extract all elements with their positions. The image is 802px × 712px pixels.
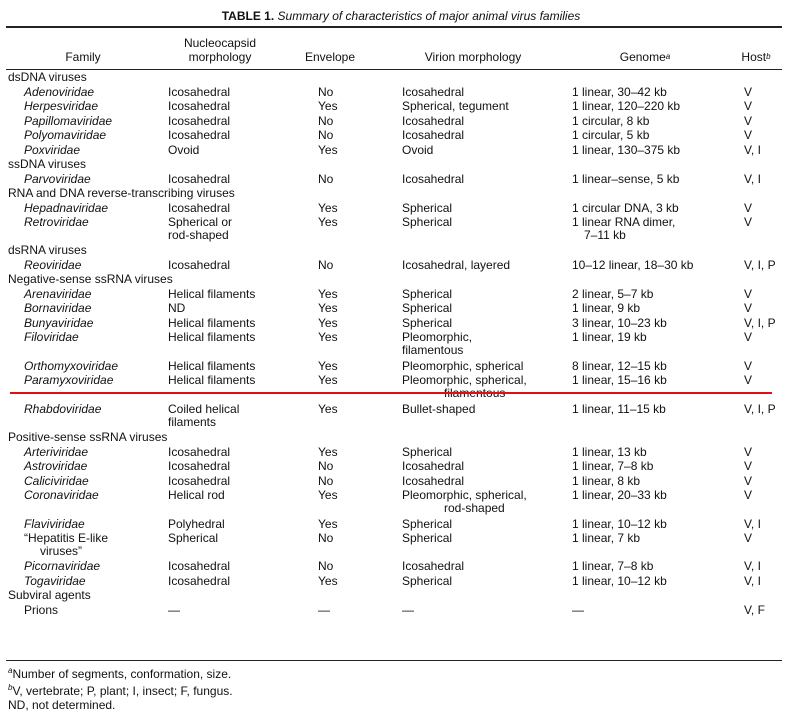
cell-family: Coronaviridae [24, 488, 99, 503]
cell-genome: 1 linear, 7–8 kb [572, 559, 654, 574]
cell-host: V [744, 444, 753, 459]
cell-envelope: Yes [318, 444, 338, 459]
cell-virion: Spherical [402, 573, 453, 588]
cell-family: Flaviviridae [24, 516, 85, 531]
cell-virion: Spherical [402, 286, 453, 301]
cell-host: V [744, 301, 753, 316]
cell-family: Orthomyxoviridae [24, 358, 119, 373]
footnote: $^a$Number of segments, conformation, size. [8, 666, 232, 681]
cell-envelope: Yes [318, 330, 338, 345]
cell-nucleocapsid: Helical filaments [168, 358, 256, 373]
cell-genome: 1 circular, 5 kb [572, 128, 650, 142]
cell-genome: 1 linear, 10–12 kb [572, 573, 667, 588]
cell-virion: Icosahedral, layered [402, 257, 511, 272]
cell-nucleocapsid: — [168, 602, 180, 617]
cell-virion: Spherical [402, 516, 453, 531]
group-heading: dsDNA viruses [8, 70, 87, 84]
cell-envelope: No [318, 84, 334, 99]
group-heading: RNA and DNA reverse-transcribing viruses [8, 186, 235, 200]
cell-genome: 1 linear, 7–8 kb [572, 459, 654, 474]
cell-envelope: — [318, 602, 330, 617]
cell-family: Togaviridae [24, 573, 86, 588]
cell-envelope: No [318, 459, 334, 474]
table-caption [0, 8, 802, 24]
cell-genome: 1 circular DNA, 3 kb [572, 200, 679, 215]
cell-genome: 1 linear, 20–33 kb [572, 488, 667, 503]
highlight-line [10, 392, 772, 394]
top-rule [6, 26, 782, 28]
cell-host: V [744, 286, 753, 301]
cell-envelope: Yes [318, 99, 338, 113]
cell-genome: 8 linear, 12–15 kb [572, 358, 667, 373]
cell-family: Rhabdoviridae [24, 401, 102, 416]
cell-host: V [744, 200, 753, 215]
cell-host: V [744, 215, 753, 229]
cell-nucleocapsid: Icosahedral [168, 99, 231, 113]
cell-nucleocapsid: Icosahedral [168, 573, 231, 588]
cell-nucleocapsid: Helical filaments [168, 330, 256, 345]
cell-envelope: Yes [318, 286, 338, 301]
cell-family: Polyomaviridae [24, 128, 107, 142]
cell-genome: 1 linear, 8 kb [572, 473, 641, 488]
cell-host: V [744, 531, 753, 545]
cell-envelope: No [318, 171, 334, 186]
group-heading: dsRNA viruses [8, 243, 87, 258]
cell-host: V [744, 358, 753, 373]
footnote: ND, not determined. [8, 698, 116, 712]
cell-nucleocapsid: ND [168, 301, 186, 316]
cell-genome: 1 linear RNA dimer, 7–11 kb [572, 215, 676, 242]
cell-envelope: No [318, 113, 334, 128]
cell-genome: 10–12 linear, 18–30 kb [572, 257, 694, 272]
cell-virion: Icosahedral [402, 459, 465, 474]
cell-host: V [744, 99, 753, 113]
cell-host: V, F [744, 602, 765, 617]
cell-family: Parvoviridae [24, 171, 91, 186]
cell-envelope: No [318, 559, 334, 574]
footnote: $^b$V, vertebrate; P, plant; I, insect; F, fungus. [8, 683, 233, 698]
cell-nucleocapsid: Icosahedral [168, 459, 231, 474]
cell-virion: Pleomorphic, filamentous [402, 330, 473, 358]
cell-host: V, I [744, 559, 761, 574]
cell-virion: Icosahedral [402, 559, 465, 574]
cell-nucleocapsid: Helical filaments [168, 315, 256, 330]
cell-virion: Spherical [402, 444, 453, 459]
cell-nucleocapsid: Icosahedral [168, 128, 231, 142]
cell-nucleocapsid: Helical filaments [168, 373, 256, 388]
cell-host: V, I [744, 573, 761, 588]
cell-envelope: No [318, 531, 334, 545]
cell-family: Arenaviridae [24, 286, 92, 301]
cell-family: Adenoviridae [24, 84, 95, 99]
cell-nucleocapsid: Icosahedral [168, 473, 231, 488]
cell-host: V [744, 330, 753, 345]
cell-virion: Pleomorphic, spherical, [402, 373, 527, 388]
cell-host: V, I [744, 516, 761, 531]
cell-genome: 1 linear, 130–375 kb [572, 142, 681, 157]
cell-genome: 1 linear–sense, 5 kb [572, 171, 680, 186]
cell-envelope: Yes [318, 573, 338, 588]
cell-family: Bunyaviridae [24, 315, 94, 330]
cell-family: Paramyxoviridae [24, 373, 114, 388]
cell-host: V, I, P [744, 401, 776, 416]
cell-virion: Spherical [402, 301, 453, 316]
header-rule [6, 69, 782, 70]
cell-family: Astroviridae [24, 459, 88, 474]
cell-family: Reoviridae [24, 257, 82, 272]
cell-envelope: No [318, 128, 334, 142]
cell-nucleocapsid: Polyhedral [168, 516, 225, 531]
cell-genome: 1 linear, 15–16 kb [572, 373, 667, 388]
cell-genome: 1 linear, 10–12 kb [572, 516, 667, 531]
cell-virion: Spherical [402, 531, 453, 545]
cell-genome: 1 linear, 120–220 kb [572, 99, 681, 113]
header-envelope: Envelope [304, 50, 356, 64]
cell-virion: Icosahedral [402, 171, 465, 186]
cell-nucleocapsid: Icosahedral [168, 559, 231, 574]
cell-envelope: Yes [318, 215, 338, 229]
cell-envelope: Yes [318, 488, 338, 503]
cell-family: Retroviridae [24, 215, 89, 229]
bottom-rule [6, 660, 782, 661]
cell-virion: Spherical [402, 315, 453, 330]
cell-envelope: Yes [318, 373, 338, 388]
cell-family: Poxviridae [24, 142, 81, 157]
cell-virion: Spherical, tegument [402, 99, 509, 113]
group-heading: Subviral agents [8, 588, 91, 603]
cell-host: V [744, 128, 753, 142]
cell-host: V, I, P [744, 315, 776, 330]
cell-envelope: Yes [318, 401, 338, 416]
cell-virion: Pleomorphic, spherical [402, 358, 524, 373]
header-nucleocapsid: Nucleocapsid morphology [183, 36, 257, 64]
cell-virion: Icosahedral [402, 113, 465, 128]
cell-nucleocapsid: Icosahedral [168, 444, 231, 459]
cell-envelope: Yes [318, 142, 338, 157]
cell-family: Arteriviridae [24, 444, 89, 459]
cell-nucleocapsid: Icosahedral [168, 84, 231, 99]
header-genome: Genome a [619, 50, 671, 64]
cell-nucleocapsid: Icosahedral [168, 171, 231, 186]
cell-virion: — [402, 602, 414, 617]
cell-virion: Spherical [402, 200, 453, 215]
cell-genome: 1 linear, 9 kb [572, 301, 641, 316]
cell-nucleocapsid: Icosahedral [168, 200, 231, 215]
cell-envelope: Yes [318, 301, 338, 316]
cell-virion: Icosahedral [402, 473, 465, 488]
header-family: Family [65, 50, 101, 64]
cell-host: V [744, 459, 753, 474]
cell-nucleocapsid: Helical filaments [168, 286, 256, 301]
cell-family: Picornaviridae [24, 559, 101, 574]
cell-family: Caliciviridae [24, 473, 89, 488]
cell-genome: 1 linear, 7 kb [572, 531, 641, 545]
cell-genome: 1 linear, 30–42 kb [572, 84, 667, 99]
cell-nucleocapsid: Ovoid [168, 142, 200, 157]
group-heading: Negative-sense ssRNA viruses [8, 272, 173, 287]
cell-genome: — [572, 602, 584, 617]
cell-virion: Ovoid [402, 142, 434, 157]
cell-nucleocapsid: Icosahedral [168, 113, 231, 128]
cell-virion: Pleomorphic, spherical, rod-shaped [402, 488, 527, 516]
cell-virion: Icosahedral [402, 128, 465, 142]
cell-envelope: No [318, 257, 334, 272]
cell-family: Hepadnaviridae [24, 200, 109, 215]
cell-host: V [744, 488, 753, 503]
cell-family: Filoviridae [24, 330, 79, 345]
header-host: Host b [741, 50, 771, 64]
cell-nucleocapsid: Icosahedral [168, 257, 231, 272]
table-header [0, 30, 802, 68]
header-virion: Virion morphology [424, 50, 522, 64]
cell-envelope: Yes [318, 200, 338, 215]
cell-host: V [744, 84, 753, 99]
cell-virion: Bullet-shaped [402, 401, 476, 416]
cell-family: Herpesviridae [24, 99, 99, 113]
cell-host: V, I [744, 142, 761, 157]
cell-virion: Icosahedral [402, 84, 465, 99]
group-heading: ssDNA viruses [8, 157, 87, 171]
cell-genome: 1 circular, 8 kb [572, 113, 650, 128]
group-heading: Positive-sense ssRNA viruses [8, 430, 168, 445]
caption-label: TABLE 1. [221, 9, 275, 23]
cell-family: “Hepatitis E-like viruses” [24, 531, 109, 558]
cell-host: V [744, 473, 753, 488]
cell-family: Prions [24, 602, 59, 617]
cell-nucleocapsid: Coiled helical filaments [168, 401, 240, 429]
cell-genome: 1 linear, 19 kb [572, 330, 647, 345]
cell-family: Bornaviridae [24, 301, 92, 316]
cell-genome: 1 linear, 13 kb [572, 444, 647, 459]
cell-genome: 3 linear, 10–23 kb [572, 315, 667, 330]
cell-host: V, I [744, 171, 761, 186]
cell-nucleocapsid: Spherical or rod-shaped [168, 215, 233, 242]
cell-host: V [744, 373, 753, 388]
cell-envelope: Yes [318, 516, 338, 531]
cell-envelope: Yes [318, 315, 338, 330]
cell-genome: 1 linear, 11–15 kb [572, 401, 666, 416]
cell-envelope: Yes [318, 358, 338, 373]
cell-genome: 2 linear, 5–7 kb [572, 286, 654, 301]
cell-host: V, I, P [744, 257, 776, 272]
cell-nucleocapsid: Helical rod [168, 488, 225, 503]
cell-virion: Spherical [402, 215, 453, 229]
cell-host: V [744, 113, 753, 128]
caption-title: Summary of characteristics of major animal virus families [277, 9, 581, 23]
cell-nucleocapsid: Spherical [168, 531, 219, 545]
footnotes [8, 664, 233, 712]
cell-envelope: No [318, 473, 334, 488]
cell-family: Papillomaviridae [24, 113, 113, 128]
